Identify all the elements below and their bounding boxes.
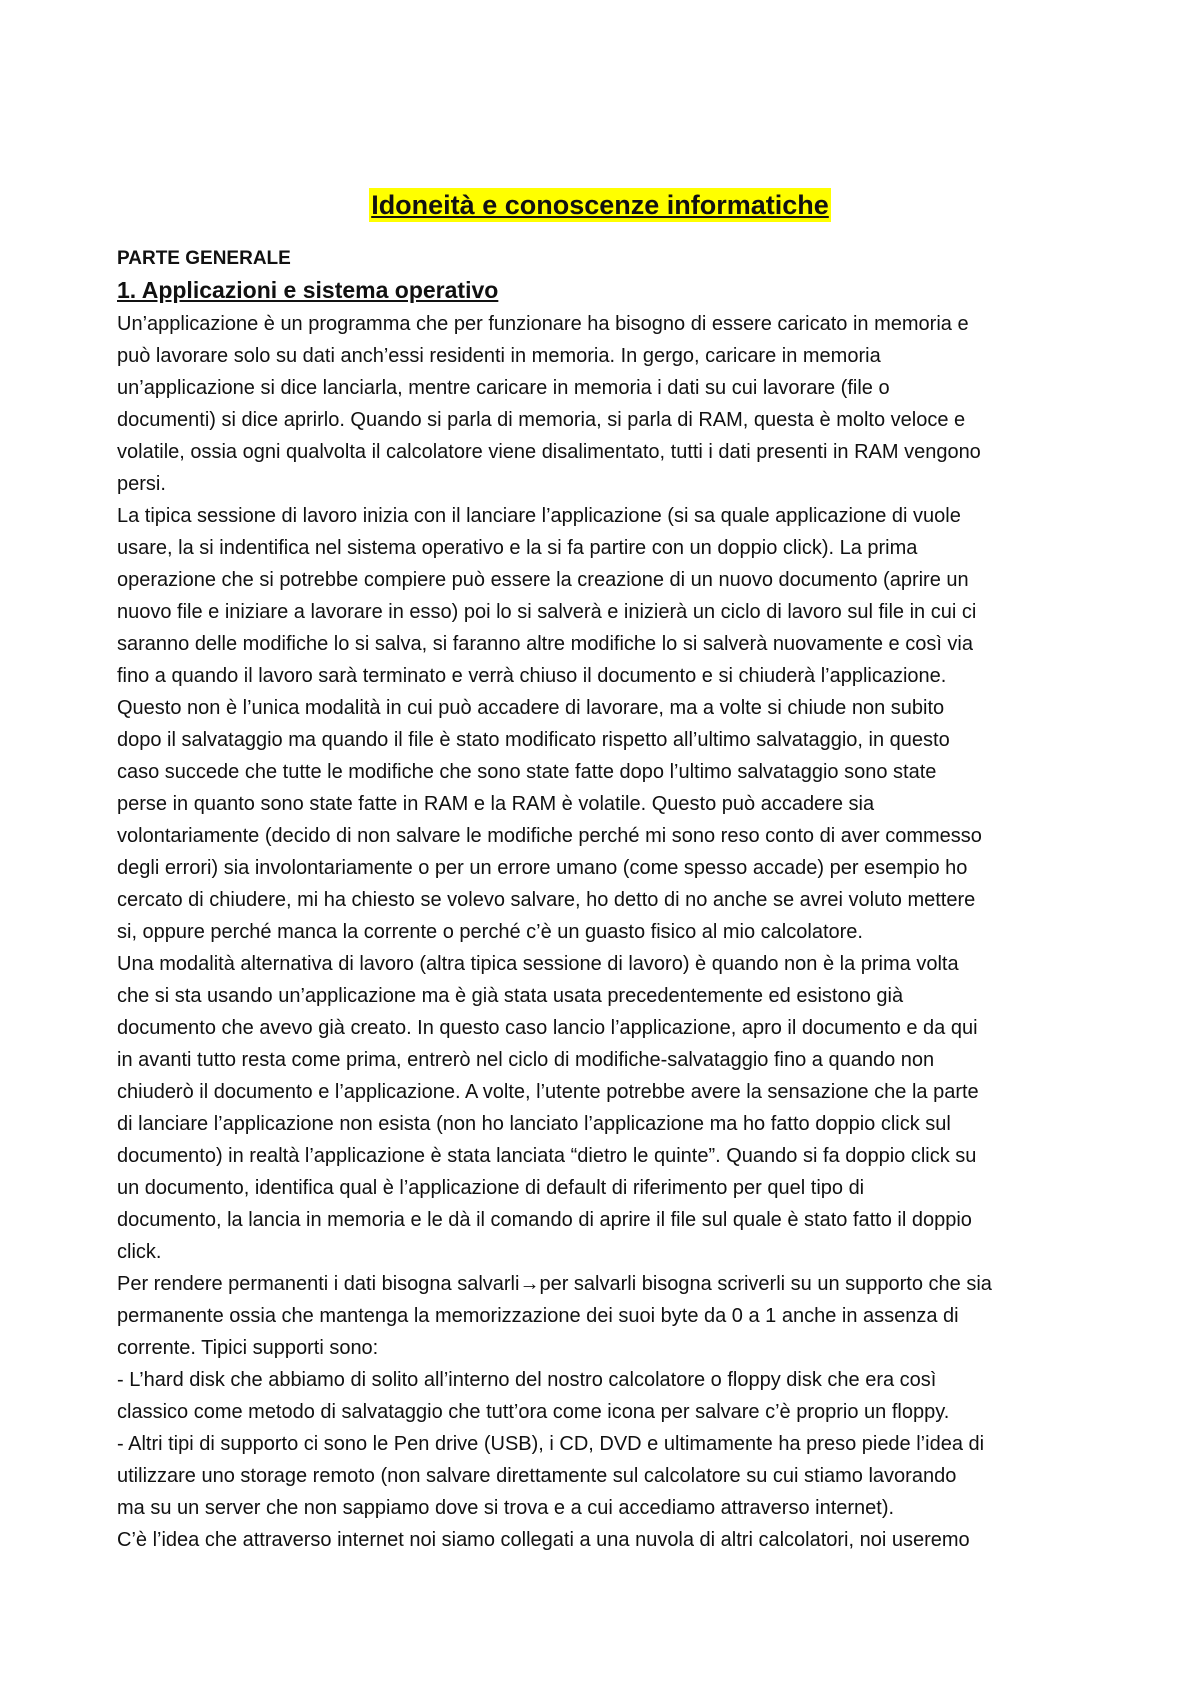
text-line: classico come metodo di salvataggio che tutt’ora come icona per salvare c’è proprio un floppy. [117, 1401, 950, 1423]
text-line: persi. [117, 473, 166, 495]
text-line: fino a quando il lavoro sarà terminato e verrà chiuso il documento e si chiuderà l’applicazione. [117, 665, 947, 687]
list-item-other-supports [117, 1428, 1097, 1524]
text-line: Una modalità alternativa di lavoro (altra tipica sessione di lavoro) è quando non è la prima volta [117, 953, 959, 975]
paragraph-2 [117, 500, 1097, 948]
text-line: documento, la lancia in memoria e le dà il comando di aprire il file sul quale è stato fatto il doppio [117, 1209, 972, 1231]
text-line: un’applicazione si dice lanciarla, mentre caricare in memoria i dati su cui lavorare (file o [117, 377, 890, 399]
paragraph-4 [117, 1268, 1097, 1364]
section-label: PARTE GENERALE [117, 248, 291, 269]
title-container [0, 188, 1200, 222]
text-line: corrente. Tipici supporti sono: [117, 1337, 379, 1359]
text-line: perse in quanto sono state fatte in RAM e la RAM è volatile. Questo può accadere sia [117, 793, 875, 815]
document-title: Idoneità e conoscenze informatiche [371, 190, 829, 220]
text-line: click. [117, 1241, 162, 1263]
paragraph-cloud [117, 1524, 1097, 1556]
text-line: utilizzare uno storage remoto (non salvare direttamente sul calcolatore su cui stiamo lavorando [117, 1465, 957, 1487]
text-line: ma su un server che non sappiamo dove si trova e a cui accediamo attraverso internet). [117, 1497, 895, 1519]
text-line: usare, la si indentifica nel sistema operativo e la si fa partire con un doppio click). La prima [117, 537, 918, 559]
text-line: volatile, ossia ogni qualvolta il calcolatore viene disalimentato, tutti i dati presenti in RAM vengono [117, 441, 981, 463]
paragraph-1 [117, 308, 1097, 500]
text-line: in avanti tutto resta come prima, entrerò nel ciclo di modifiche-salvataggio fino a quando non [117, 1049, 935, 1071]
text-line: di lanciare l’applicazione non esista (non ho lanciato l’applicazione ma ho fatto doppio click sul [117, 1113, 951, 1135]
text-line: permanente ossia che mantenga la memorizzazione dei suoi byte da 0 a 1 anche in assenza di [117, 1305, 959, 1327]
section-heading: 1. Applicazioni e sistema operativo [117, 277, 499, 303]
text-line: degli errori) sia involontariamente o per un errore umano (come spesso accade) per esempio ho [117, 857, 968, 879]
text-line: operazione che si potrebbe compiere può essere la creazione di un nuovo documento (aprire un [117, 569, 969, 591]
text-line: nuovo file e iniziare a lavorare in esso) poi lo si salverà e inizierà un ciclo di lavoro sul file in cui ci [117, 601, 977, 623]
text-line: - L’hard disk che abbiamo di solito all’interno del nostro calcolatore o floppy disk che era così [117, 1369, 937, 1391]
document-body [117, 244, 1097, 1556]
text-line: documento) in realtà l’applicazione è stata lanciata “dietro le quinte”. Quando si fa doppio click su [117, 1145, 977, 1167]
list-item-hard-disk [117, 1364, 1097, 1428]
text-line: - Altri tipi di supporto ci sono le Pen drive (USB), i CD, DVD e ultimamente ha preso piede l’idea di [117, 1433, 985, 1455]
text-line: volontariamente (decido di non salvare le modifiche perché mi sono reso conto di aver commesso [117, 825, 982, 847]
text-line: si, oppure perché manca la corrente o perché c’è un guasto fisico al mio calcolatore. [117, 921, 863, 943]
text-line: La tipica sessione di lavoro inizia con il lanciare l’applicazione (si sa quale applicazione di vuole [117, 505, 961, 527]
text-line: Questo non è l’unica modalità in cui può accadere di lavorare, ma a volte si chiude non subito [117, 697, 945, 719]
text-line: chiuderò il documento e l’applicazione. A volte, l’utente potrebbe avere la sensazione che la parte [117, 1081, 979, 1103]
text-line: documento che avevo già creato. In questo caso lancio l’applicazione, apro il documento e da qui [117, 1017, 978, 1039]
text-line: Un’applicazione è un programma che per funzionare ha bisogno di essere caricato in memoria e [117, 313, 969, 335]
text-line: C’è l’idea che attraverso internet noi siamo collegati a una nuvola di altri calcolatori, noi useremo [117, 1529, 970, 1551]
text-line: documenti) si dice aprirlo. Quando si parla di memoria, si parla di RAM, questa è molto veloce e [117, 409, 966, 431]
text-line: un documento, identifica qual è l’applicazione di default di riferimento per quel tipo di [117, 1177, 865, 1199]
text-line: cercato di chiudere, mi ha chiesto se volevo salvare, ho detto di no anche se avrei voluto mettere [117, 889, 976, 911]
text-line: saranno delle modifiche lo si salva, si faranno altre modifiche lo si salverà nuovamente e così via [117, 633, 973, 655]
text-line: può lavorare solo su dati anch’essi residenti in memoria. In gergo, caricare in memoria [117, 345, 881, 367]
text-line: caso succede che tutte le modifiche che sono state fatte dopo l’ultimo salvataggio sono state [117, 761, 937, 783]
paragraph-3 [117, 948, 1097, 1268]
text-line: che si sta usando un’applicazione ma è già stata usata precedentemente ed esistono già [117, 985, 904, 1007]
text-line: Per rendere permanenti i dati bisogna salvarli→per salvarli bisogna scriverli su un supporto che sia [117, 1273, 992, 1295]
text-line: dopo il salvataggio ma quando il file è stato modificato rispetto all’ultimo salvataggio, in questo [117, 729, 950, 751]
